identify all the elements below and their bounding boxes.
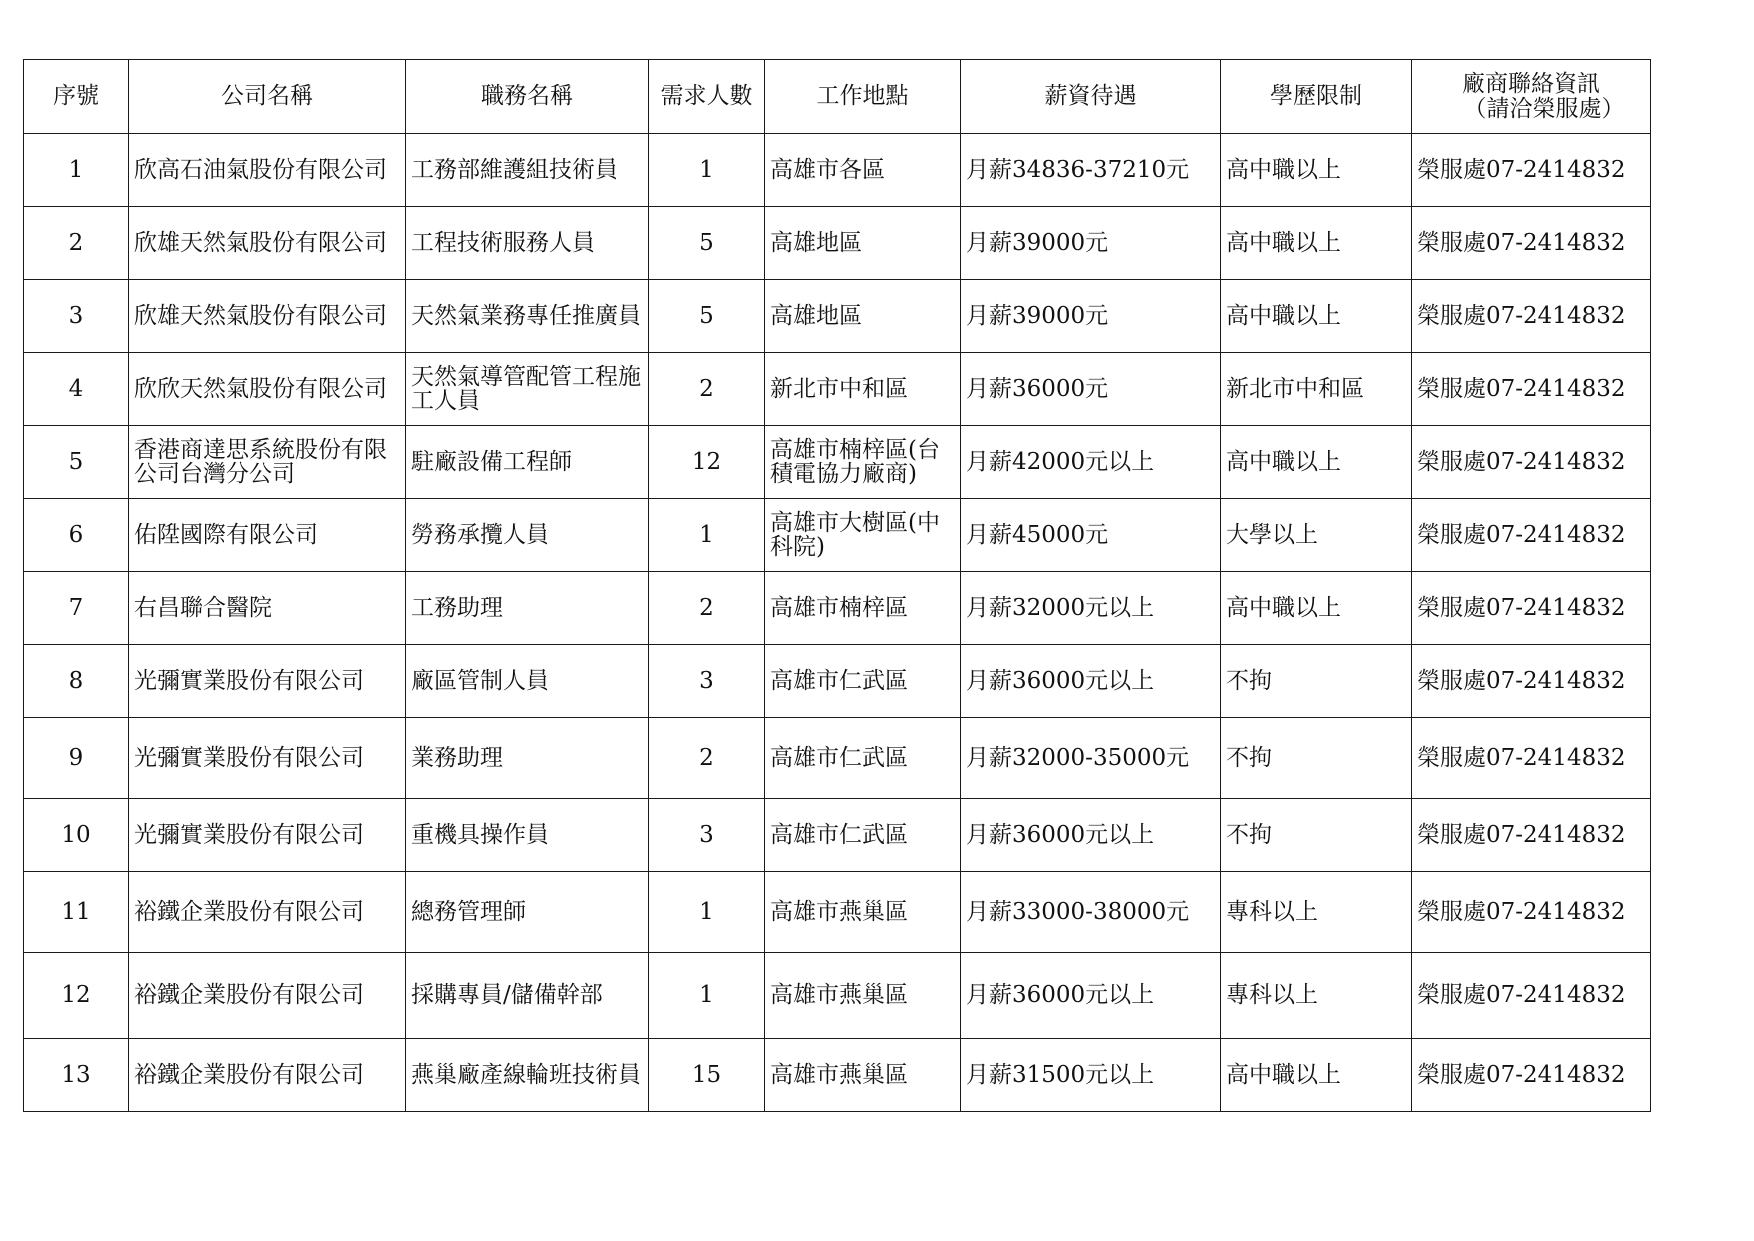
cell-seq: 5	[24, 426, 129, 499]
cell-contact: 榮服處07-2414832	[1412, 718, 1651, 799]
table-row	[24, 353, 1651, 426]
header-location: 工作地點	[765, 60, 961, 134]
cell-location: 高雄市楠梓區(台積電協力廠商)	[765, 426, 961, 499]
cell-position: 燕巢廠產線輪班技術員	[406, 1039, 649, 1112]
cell-salary: 月薪39000元	[961, 280, 1221, 353]
cell-salary: 月薪34836-37210元	[961, 134, 1221, 207]
cell-seq: 2	[24, 207, 129, 280]
table-row	[24, 872, 1651, 953]
cell-company: 裕鐵企業股份有限公司	[129, 1039, 406, 1112]
cell-count: 5	[649, 280, 765, 353]
cell-position: 工務助理	[406, 572, 649, 645]
cell-count: 2	[649, 718, 765, 799]
cell-count: 1	[649, 134, 765, 207]
job-listing-table	[23, 59, 1651, 1112]
cell-education: 大學以上	[1221, 499, 1412, 572]
cell-count: 5	[649, 207, 765, 280]
cell-company: 右昌聯合醫院	[129, 572, 406, 645]
cell-position: 駐廠設備工程師	[406, 426, 649, 499]
cell-education: 不拘	[1221, 645, 1412, 718]
cell-salary: 月薪36000元	[961, 353, 1221, 426]
table-row	[24, 280, 1651, 353]
cell-count: 3	[649, 799, 765, 872]
cell-salary: 月薪42000元以上	[961, 426, 1221, 499]
cell-company: 欣雄天然氣股份有限公司	[129, 280, 406, 353]
cell-position: 重機具操作員	[406, 799, 649, 872]
table-row	[24, 645, 1651, 718]
cell-salary: 月薪45000元	[961, 499, 1221, 572]
cell-salary: 月薪31500元以上	[961, 1039, 1221, 1112]
table-body	[24, 134, 1651, 1112]
cell-education: 專科以上	[1221, 872, 1412, 953]
header-seq: 序號	[24, 60, 129, 134]
cell-count: 1	[649, 499, 765, 572]
cell-salary: 月薪32000-35000元	[961, 718, 1221, 799]
table-row	[24, 572, 1651, 645]
cell-contact: 榮服處07-2414832	[1412, 280, 1651, 353]
table-row	[24, 1039, 1651, 1112]
cell-position: 勞務承攬人員	[406, 499, 649, 572]
cell-location: 高雄市大樹區(中科院)	[765, 499, 961, 572]
cell-contact: 榮服處07-2414832	[1412, 353, 1651, 426]
cell-position: 工務部維護組技術員	[406, 134, 649, 207]
cell-seq: 11	[24, 872, 129, 953]
cell-contact: 榮服處07-2414832	[1412, 799, 1651, 872]
cell-location: 高雄市各區	[765, 134, 961, 207]
cell-location: 高雄市仁武區	[765, 645, 961, 718]
cell-count: 1	[649, 953, 765, 1039]
cell-company: 裕鐵企業股份有限公司	[129, 953, 406, 1039]
cell-education: 專科以上	[1221, 953, 1412, 1039]
header-position: 職務名稱	[406, 60, 649, 134]
cell-position: 業務助理	[406, 718, 649, 799]
table-row	[24, 953, 1651, 1039]
cell-count: 2	[649, 353, 765, 426]
cell-location: 高雄市仁武區	[765, 799, 961, 872]
cell-company: 欣高石油氣股份有限公司	[129, 134, 406, 207]
cell-company: 欣雄天然氣股份有限公司	[129, 207, 406, 280]
cell-education: 不拘	[1221, 799, 1412, 872]
cell-contact: 榮服處07-2414832	[1412, 499, 1651, 572]
cell-location: 高雄市燕巢區	[765, 953, 961, 1039]
cell-location: 高雄地區	[765, 280, 961, 353]
cell-count: 2	[649, 572, 765, 645]
cell-contact: 榮服處07-2414832	[1412, 872, 1651, 953]
header-count: 需求人數	[649, 60, 765, 134]
cell-count: 1	[649, 872, 765, 953]
table-row	[24, 426, 1651, 499]
cell-seq: 13	[24, 1039, 129, 1112]
cell-salary: 月薪32000元以上	[961, 572, 1221, 645]
cell-position: 總務管理師	[406, 872, 649, 953]
cell-location: 高雄地區	[765, 207, 961, 280]
cell-location: 高雄市燕巢區	[765, 1039, 961, 1112]
cell-location: 新北市中和區	[765, 353, 961, 426]
cell-position: 廠區管制人員	[406, 645, 649, 718]
cell-count: 15	[649, 1039, 765, 1112]
cell-location: 高雄市楠梓區	[765, 572, 961, 645]
cell-education: 高中職以上	[1221, 426, 1412, 499]
cell-seq: 9	[24, 718, 129, 799]
cell-education: 高中職以上	[1221, 207, 1412, 280]
cell-education: 高中職以上	[1221, 572, 1412, 645]
cell-company: 欣欣天然氣股份有限公司	[129, 353, 406, 426]
cell-contact: 榮服處07-2414832	[1412, 572, 1651, 645]
header-education: 學歷限制	[1221, 60, 1412, 134]
cell-seq: 8	[24, 645, 129, 718]
table-row	[24, 718, 1651, 799]
header-row	[24, 60, 1651, 134]
cell-seq: 4	[24, 353, 129, 426]
cell-seq: 6	[24, 499, 129, 572]
table-row	[24, 134, 1651, 207]
header-contact-note: （請洽榮服處）	[1463, 95, 1625, 122]
cell-company: 佑陞國際有限公司	[129, 499, 406, 572]
header-contact	[1412, 60, 1651, 134]
cell-location: 高雄市仁武區	[765, 718, 961, 799]
cell-count: 3	[649, 645, 765, 718]
cell-seq: 12	[24, 953, 129, 1039]
table-row	[24, 799, 1651, 872]
cell-company: 光彌實業股份有限公司	[129, 718, 406, 799]
cell-contact: 榮服處07-2414832	[1412, 953, 1651, 1039]
header-contact-title: 廠商聯絡資訊	[1462, 71, 1600, 98]
cell-location: 高雄市燕巢區	[765, 872, 961, 953]
cell-contact: 榮服處07-2414832	[1412, 1039, 1651, 1112]
cell-seq: 1	[24, 134, 129, 207]
header-salary: 薪資待遇	[961, 60, 1221, 134]
table-row	[24, 207, 1651, 280]
cell-company: 裕鐵企業股份有限公司	[129, 872, 406, 953]
cell-company: 光彌實業股份有限公司	[129, 645, 406, 718]
cell-contact: 榮服處07-2414832	[1412, 426, 1651, 499]
table-row	[24, 499, 1651, 572]
cell-salary: 月薪36000元以上	[961, 645, 1221, 718]
cell-contact: 榮服處07-2414832	[1412, 645, 1651, 718]
cell-education: 高中職以上	[1221, 280, 1412, 353]
cell-salary: 月薪33000-38000元	[961, 872, 1221, 953]
cell-position: 採購專員/儲備幹部	[406, 953, 649, 1039]
cell-education: 新北市中和區	[1221, 353, 1412, 426]
cell-company: 光彌實業股份有限公司	[129, 799, 406, 872]
cell-position: 天然氣業務專任推廣員	[406, 280, 649, 353]
cell-count: 12	[649, 426, 765, 499]
cell-seq: 10	[24, 799, 129, 872]
cell-education: 高中職以上	[1221, 1039, 1412, 1112]
header-company: 公司名稱	[129, 60, 406, 134]
cell-salary: 月薪36000元以上	[961, 799, 1221, 872]
cell-salary: 月薪36000元以上	[961, 953, 1221, 1039]
cell-contact: 榮服處07-2414832	[1412, 134, 1651, 207]
cell-seq: 7	[24, 572, 129, 645]
cell-position: 天然氣導管配管工程施工人員	[406, 353, 649, 426]
cell-seq: 3	[24, 280, 129, 353]
cell-company: 香港商達思系統股份有限公司台灣分公司	[129, 426, 406, 499]
cell-position: 工程技術服務人員	[406, 207, 649, 280]
cell-education: 不拘	[1221, 718, 1412, 799]
cell-salary: 月薪39000元	[961, 207, 1221, 280]
cell-education: 高中職以上	[1221, 134, 1412, 207]
cell-contact: 榮服處07-2414832	[1412, 207, 1651, 280]
